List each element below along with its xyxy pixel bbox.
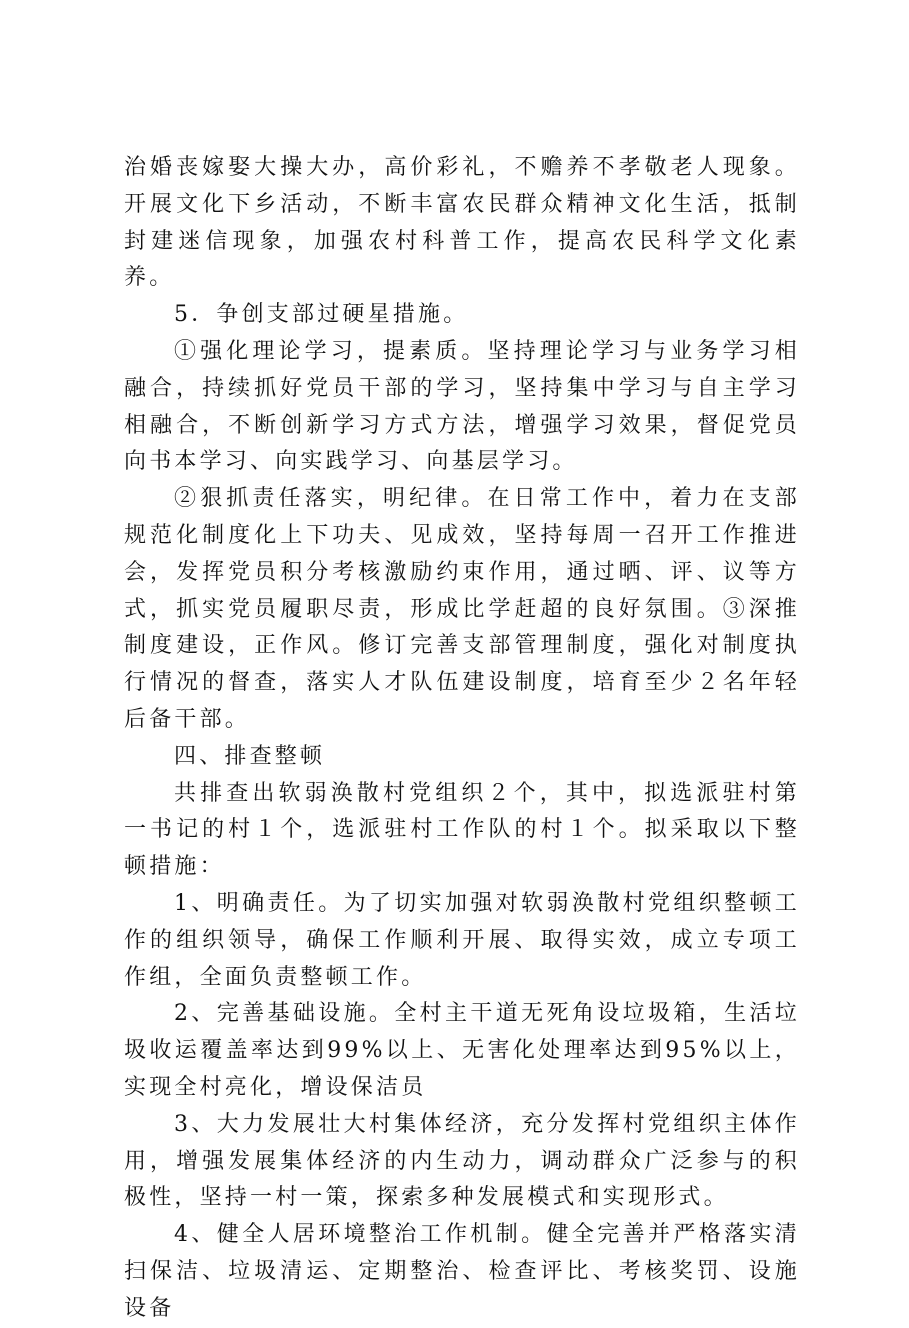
paragraph-7: 1、明确责任。为了切实加强对软弱涣散村党组织整顿工作的组织领导，确保工作顺利开展、取得实效，成立专项工作组，全面负责整顿工作。 [124,890,800,990]
section-heading: 四、排查整顿 [174,743,326,769]
paragraph-9: 3、大力发展壮大村集体经济，充分发挥村党组织主体作用，增强发展集体经济的内生动力，调动群众广泛参与的积极性，坚持一村一策，探索多种发展模式和实现形式。 [124,1111,800,1211]
paragraph-10: 4、健全人居环境整治工作机制。健全完善并严格落实清扫保洁、垃圾清运、定期整治、检查评比、考核奖罚、设施设备 [124,1222,800,1321]
paragraph-6: 共排查出软弱涣散村党组织２个，其中，拟选派驻村第一书记的村１个，选派驻村工作队的村１个。拟采取以下整顿措施： [124,780,800,880]
paragraph-4: ②狠抓责任落实，明纪律。在日常工作中，着力在支部规范化制度化上下功夫、见成效，坚持每周一召开工作推进会，发挥党员积分考核激励约束作用，通过晒、评、议等方式，抓实党员履职尽责，形成比学赶超的良好氛围。③深推制度建设，正作风。修订完善支部管理制度，强化对制度执行情况的督查，落实人才队伍建设制度，培育至少２名年轻后备干部。 [124,486,800,732]
paragraph-3: ①强化理论学习，提素质。坚持理论学习与业务学习相融合，持续抓好党员干部的学习，坚持集中学习与自主学习相融合，不断创新学习方式方法，增强学习效果，督促党员向书本学习、向实践学习、向基层学习。 [124,338,800,475]
document-body [124,150,800,1328]
paragraph-8: 2、完善基础设施。全村主干道无死角设垃圾箱，生活垃圾收运覆盖率达到99%以上、无害化处理率达到95%以上，实现全村亮化，增设保洁员 [124,1001,800,1100]
paragraph-2: 5．争创支部过硬星措施。 [174,302,469,328]
paragraph-1: 治婚丧嫁娶大操大办，高价彩礼，不赡养不孝敬老人现象。开展文化下乡活动，不断丰富农民群众精神文化生活，抵制封建迷信现象，加强农村科普工作，提高农民科学文化素养。 [124,155,800,291]
